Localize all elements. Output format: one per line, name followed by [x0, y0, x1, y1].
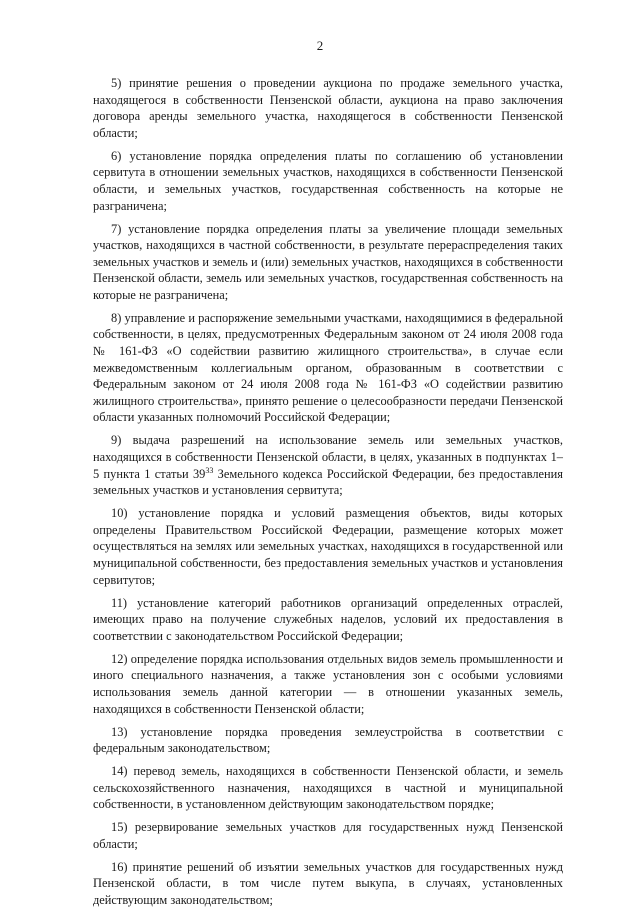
- page-number: 2: [316, 38, 324, 53]
- document-body: [93, 75, 563, 915]
- paragraph-item-15: 15) резервирование земельных участков для государственных нужд Пензенской области;: [93, 820, 563, 851]
- paragraph-item-8: 8) управление и распоряжение земельными участками, находящимися в федеральной собственности, в целях, предусмотренных Федеральным законом от 24 июля 2008 года № 161-ФЗ «О содействии развитию жилищного строительства», в случае если межведомственным коллегиальным органом, образованным в соответствии с Федеральным законом от 24 июля 2008 года № 161-ФЗ «О содействии развитию жилищного строительства», принято решение о целесообразности передачи Пензенской области указанных полномочий Российской Федерации;: [93, 310, 563, 425]
- paragraph-item-14: 14) перевод земель, находящихся в собственности Пензенской области, и земель сельскохозяйственного назначения, находящихся в частной и муниципальной собственности, в установленном действующим законодательством порядке;: [93, 764, 563, 812]
- paragraph-item-13: 13) установление порядка проведения землеустройства в соответствии с федеральным законодательством;: [93, 724, 563, 756]
- paragraph-text: 9) выдача разрешений на использование земель или земельных участков, находящихся в собственности Пензенской области, в целях, указанных в подпунктах 1–5 пункта 1 статьи 39: [93, 433, 563, 481]
- paragraph-item-11: 11) установление категорий работников организаций определенных отраслей, имеющих право на получение служебных наделов, условий их предоставления в соответствии с законодательством Российской Федерации;: [93, 595, 563, 643]
- paragraph-item-5: 5) принятие решения о проведении аукциона по продаже земельного участка, находящегося в собственности Пензенской области, аукциона на право заключения договора аренды земельного участка, находящегося в собственности Пензенской области;: [93, 76, 563, 140]
- paragraph-item-9: [93, 432, 563, 498]
- article-superscript: 33: [205, 465, 214, 475]
- paragraph-text: Земельного кодекса Российской Федерации, без предоставления земельных участков и установления сервитута;: [93, 466, 563, 498]
- paragraph-item-12: 12) определение порядка использования отдельных видов земель промышленности и иного специального назначения, а также установления зон с особыми условиями использования земель данной категории — в отношении указанных земель, находящихся в собственности Пензенской области;: [93, 651, 563, 716]
- paragraph-item-7: 7) установление порядка определения платы за увеличение площади земельных участков, находящихся в частной собственности, в результате перераспределения таких земельных участков и земель и (или) земельных участков, находящихся в собственности Пензенской области, земель или земельных участков, государственная собственность на которые не разграничена;: [93, 221, 563, 302]
- paragraph-item-10: 10) установление порядка и условий размещения объектов, виды которых определены Правительством Российской Федерации, размещение которых может осуществляться на землях или земельных участках, находящихся в государственной или муниципальной собственности, без предоставления земельных участков и установления сервитутов;: [93, 506, 563, 587]
- paragraph-item-6: 6) установление порядка определения платы по соглашению об установлении сервитута в отношении земельных участков, находящихся в собственности Пензенской области, и земельных участков, государственная собственность на которые не разграничена;: [93, 148, 563, 213]
- paragraph-item-16: 16) принятие решений об изъятии земельных участков для государственных нужд Пензенской области, в том числе путем выкупа, в случаях, установленных действующим законодательством;: [93, 859, 563, 908]
